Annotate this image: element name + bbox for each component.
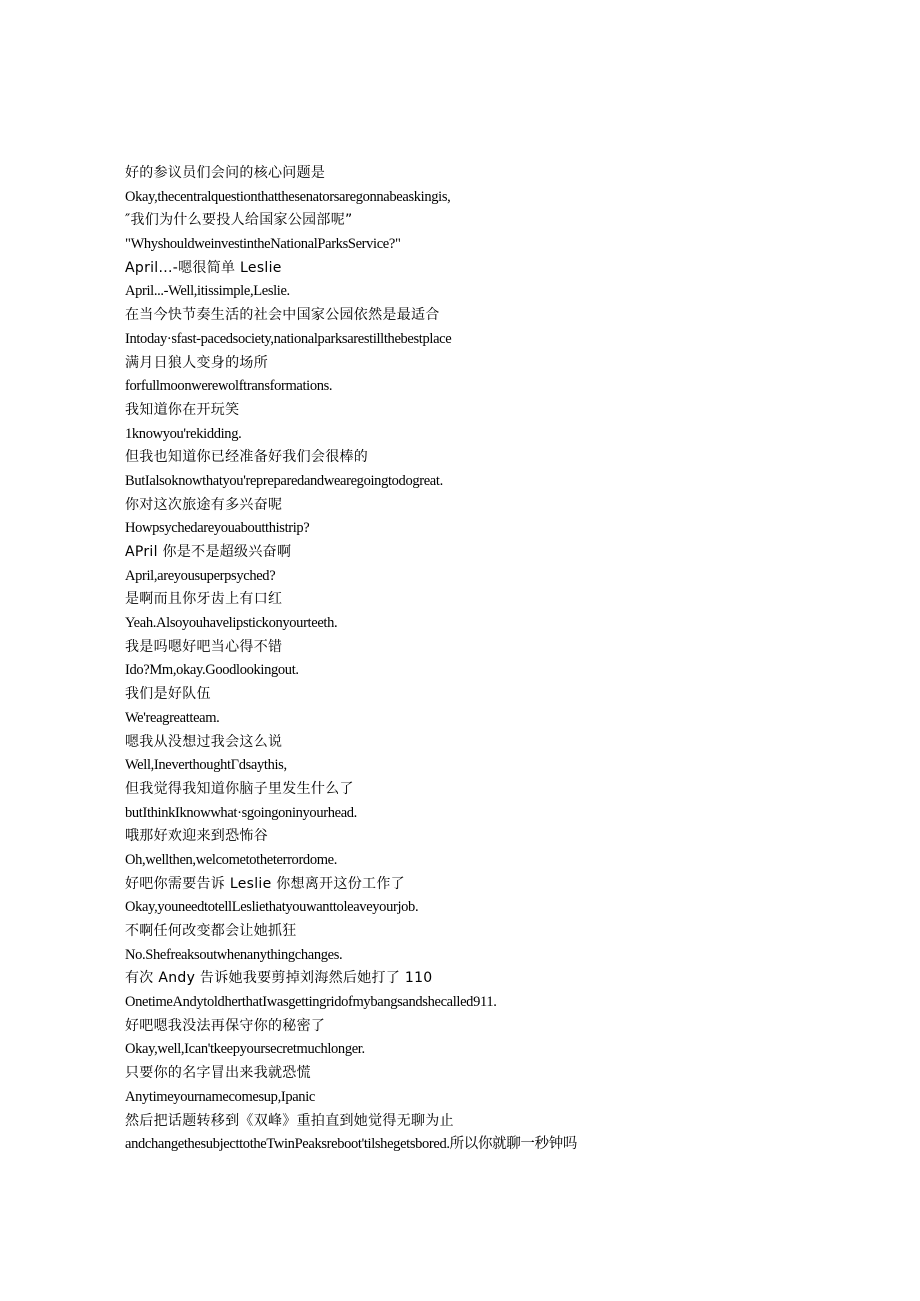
english-subtitle-line: No.Shefreaksoutwhenanythingchanges.: [125, 946, 343, 963]
english-subtitle-line: April...-Well,itissimple,Leslie.: [125, 283, 290, 300]
chinese-subtitle-line: 满月日狼人变身的场所: [125, 354, 268, 371]
chinese-subtitle-line: 好吧你需要告诉 Leslie 你想离开这份工作了: [125, 875, 405, 892]
english-subtitle-line: Okay,thecentralquestionthatthesenatorsaregonnabeaskingis,: [125, 188, 451, 205]
chinese-subtitle-line: 哦那好欢迎来到恐怖谷: [125, 828, 268, 845]
chinese-subtitle-line: 好的参议员们会问的核心问题是: [125, 165, 326, 181]
chinese-subtitle-line: APril 你是不是超级兴奋啊: [125, 544, 292, 560]
chinese-subtitle-line: 我知道你在开玩笑: [125, 401, 240, 418]
chinese-subtitle-line: April...-嗯很简单 Leslie: [125, 259, 282, 276]
chinese-subtitle-line: 但我觉得我知道你脑子里发生什么了: [125, 780, 354, 797]
chinese-subtitle-line: 只要你的名字冒出来我就恐慌: [125, 1065, 311, 1082]
english-subtitle-line: We'reagreatteam.: [125, 709, 220, 726]
chinese-subtitle-line: 我是吗嗯好吧当心得不错: [125, 638, 283, 655]
chinese-subtitle-line: 有次 Andy 告诉她我要剪掉刘海然后她打了 110: [125, 970, 433, 987]
english-subtitle-line: Oh,wellthen,welcometotheterrordome.: [125, 851, 338, 868]
chinese-subtitle-line: 是啊而且你牙齿上有口红: [125, 591, 283, 608]
english-subtitle-line: ButIalsoknowthatyou'repreparedandwearegoingtodogreat.: [125, 472, 443, 489]
chinese-subtitle-line: 但我也知道你已经准备好我们会很棒的: [125, 449, 369, 466]
subtitle-transcript: [125, 162, 885, 1157]
english-subtitle-line: butIthinkIknowwhat·sgoingoninyourhead.: [125, 804, 357, 821]
chinese-subtitle-line: 在当今快节奏生活的社会中国家公园依然是最适合: [125, 307, 440, 324]
english-subtitle-line: Okay,youneedtotellLesliethatyouwanttoleaveyourjob.: [125, 899, 419, 916]
english-subtitle-line: OnetimeAndytoldherthatIwasgettingridofmybangsandshecalled911.: [125, 994, 497, 1011]
english-subtitle-line: 1knowyou'rekidding.: [125, 425, 242, 442]
english-subtitle-line: Well,IneverthoughtΓdsaythis,: [125, 757, 287, 774]
chinese-subtitle-line: ″我们为什么要投人给国家公园部呢”: [125, 212, 353, 229]
chinese-subtitle-line: 嗯我从没想过我会这么说: [125, 733, 283, 750]
english-subtitle-line: Intoday·sfast-pacedsociety,nationalparksarestillthebestplace: [125, 330, 452, 347]
chinese-subtitle-line: 然后把话题转移到《双峰》重拍直到她觉得无聊为止: [125, 1112, 454, 1129]
english-subtitle-line: April,areyousuperpsyched?: [125, 567, 276, 584]
english-subtitle-line: Ido?Mm,okay.Goodlookingout.: [125, 662, 299, 679]
english-subtitle-line: forfullmoonwerewolftransformations.: [125, 378, 333, 395]
english-subtitle-line: andchangethesubjecttotheTwinPeaksreboot'tilshegetsbored.所以你就聊一秒钟吗: [125, 1136, 578, 1153]
english-subtitle-line: "WhyshouldweinvestintheNationalParksService?": [125, 236, 401, 253]
english-subtitle-line: Okay,well,Ican'tkeepyoursecretmuchlonger.: [125, 1041, 365, 1058]
chinese-subtitle-line: 好吧嗯我没法再保守你的秘密了: [125, 1017, 326, 1034]
chinese-subtitle-line: 我们是好队伍: [125, 686, 211, 703]
chinese-subtitle-line: 不啊任何改变都会让她抓狂: [125, 923, 297, 939]
english-subtitle-line: Anytimeyournamecomesup,Ipanic: [125, 1088, 315, 1105]
english-subtitle-line: Yeah.Alsoyouhavelipstickonyourteeth.: [125, 615, 338, 632]
english-subtitle-line: Howpsychedareyouaboutthistrip?: [125, 520, 310, 537]
chinese-subtitle-line: 你对这次旅途有多兴奋呢: [125, 496, 283, 513]
